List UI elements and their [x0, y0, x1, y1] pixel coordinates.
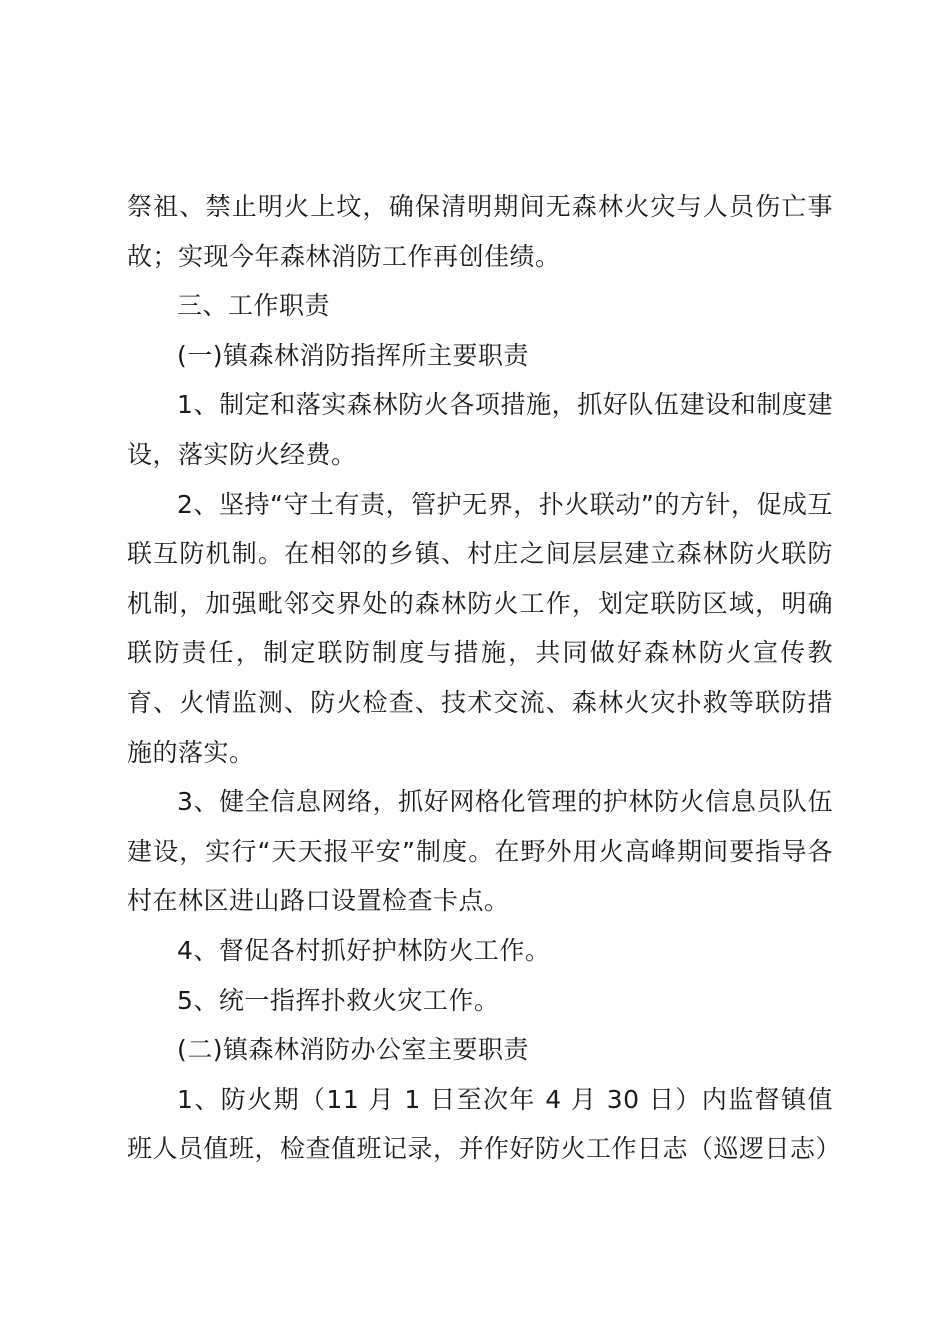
- section-heading-duties: 三、工作职责: [177, 291, 331, 321]
- paragraph-continuation: 祭祖、禁止明火上坟，确保清明期间无森林火灾与人员伤亡事故；实现今年森林消防工作再创佳绩。: [127, 192, 833, 271]
- paragraph-item-5: 5、统一指挥扑救火灾工作。: [177, 985, 500, 1015]
- paragraph-item-1: 1、制定和落实森林防火各项措施，抓好队伍建设和制度建设，落实防火经费。: [127, 390, 833, 469]
- subsection-heading-office: (二)镇森林消防办公室主要职责: [177, 1035, 530, 1065]
- paragraph-office-item-1: 1、防火期（11 月 1 日至次年 4 月 30 日）内监督镇值班人员值班，检查值班记录，并作好防火工作日志（巡逻日志）: [127, 1084, 842, 1164]
- subsection-heading-command: (一)镇森林消防指挥所主要职责: [177, 340, 530, 370]
- paragraph-item-3: 3、健全信息网络，抓好网格化管理的护林防火信息员队伍建设，实行“天天报平安”制度。在野外用火高峰期间要指导各村在林区进山路口设置检查卡点。: [127, 787, 833, 916]
- document-page: [127, 182, 842, 1174]
- paragraph-item-2: 2、坚持“守土有责，管护无界，扑火联动”的方针，促成互联互防机制。在相邻的乡镇、村庄之间层层建立森林防火联防机制，加强毗邻交界处的森林防火工作，划定联防区域，明确联防责任，制定联防制度与措施，共同做好森林防火宣传教育、火情监测、防火检查、技术交流、森林火灾扑救等联防措施的落实。: [127, 489, 833, 767]
- paragraph-item-4: 4、督促各村抓好护林防火工作。: [177, 935, 551, 965]
